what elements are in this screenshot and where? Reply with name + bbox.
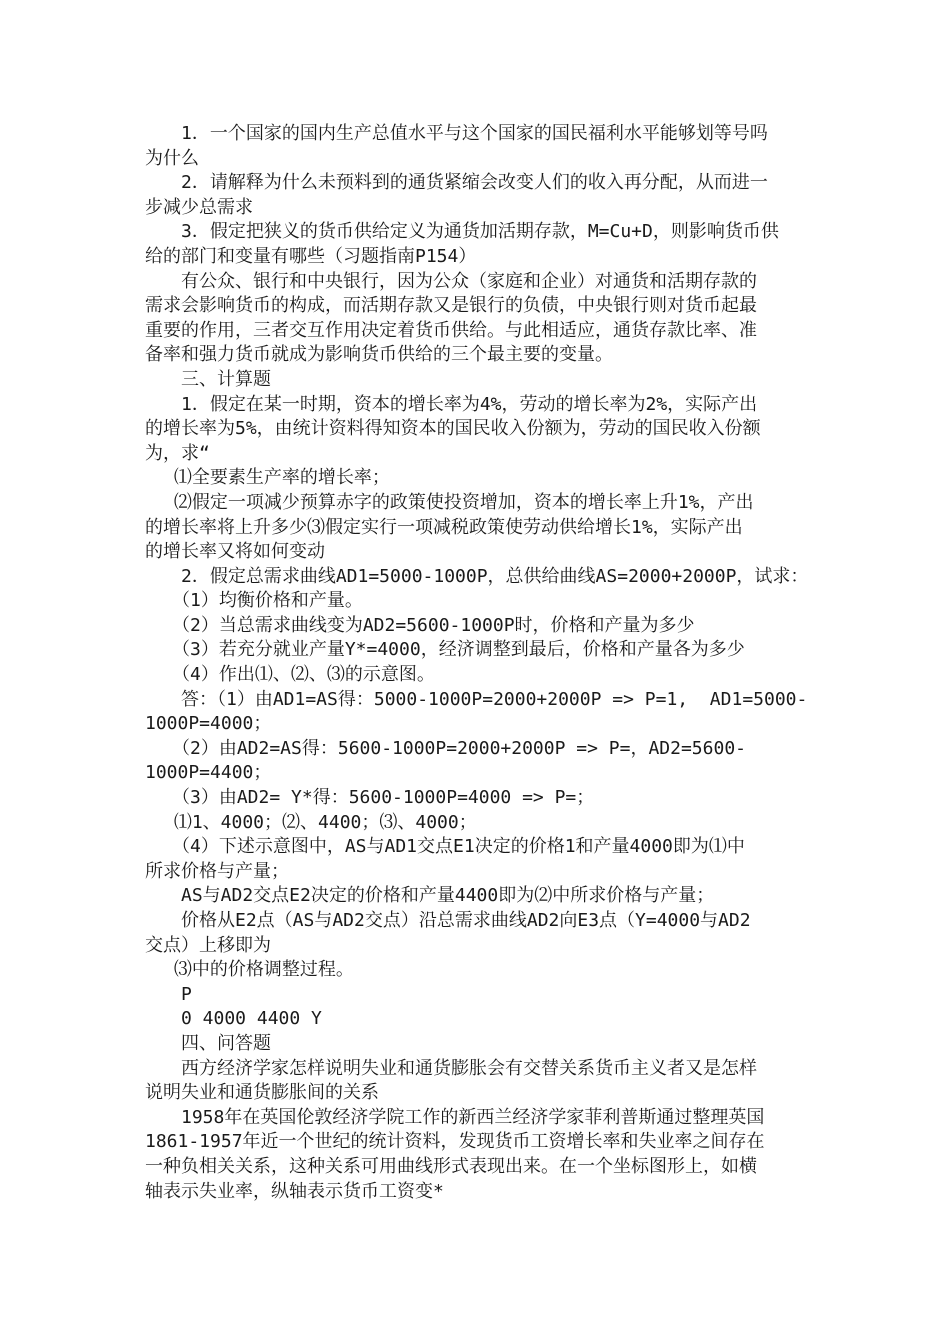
calc-2-answer-2-line-1: （2）由AD2=AS得：5600-1000P=2000+2000P => P=，AD2=5600- (145, 737, 746, 759)
diagram-label-axis: 0 4000 4400 Y (145, 1008, 322, 1030)
calc-1-sub-2-line-1: ⑵假定一项减少预算赤字的政策使投资增加，资本的增长率上升1%，产出 (145, 491, 754, 513)
calc-1-line-3: 为，求“ (145, 442, 210, 464)
answer-3-line-3: 重要的作用，三者交互作用决定着货币供给。与此相适应，通货存款比率、准 (145, 319, 757, 341)
calc-2-answer-1-line-2: 1000P=4000； (145, 713, 272, 735)
diagram-label-p: P (145, 983, 192, 1005)
calc-2-line-1: 2．假定总需求曲线AD1=5000-1000P，总供给曲线AS=2000+2000P，试求： (145, 565, 809, 587)
calc-2-answer-4-line-5: 交点）上移即为 (145, 934, 271, 956)
question-3-line-2: 给的部门和变量有哪些（习题指南P154） (145, 245, 477, 267)
calc-1-sub-1: ⑴全要素生产率的增长率； (145, 467, 390, 489)
calc-2-item-3: （3）若充分就业产量Y*=4000，经济调整到最后，价格和产量各为多少 (145, 639, 745, 661)
essay-answer-line-3: 一种负相关关系，这种关系可用曲线形式表现出来。在一个坐标图形上，如横 (145, 1155, 757, 1177)
essay-answer-line-1: 1958年在英国伦敦经济学院工作的新西兰经济学家菲利普斯通过整理英国 (145, 1106, 765, 1128)
calc-2-answer-1-line-1: 答：（1）由AD1=AS得：5000-1000P=2000+2000P => P=1, AD1=5000- (145, 688, 808, 710)
calc-1-line-1: 1．假定在某一时期，资本的增长率为4%，劳动的增长率为2%，实际产出 (145, 393, 758, 415)
calc-2-answer-summary: ⑴1、4000；⑵、4400；⑶、4000； (145, 811, 477, 833)
essay-answer-line-2: 1861-1957年近一个世纪的统计资料，发现货币工资增长率和失业率之间存在 (145, 1131, 765, 1153)
calc-2-answer-4-line-3: AS与AD2交点E2决定的价格和产量4400即为⑵中所求价格与产量； (145, 885, 715, 907)
question-1-line-2: 为什么 (145, 147, 199, 169)
calc-2-answer-4-line-1: （4）下述示意图中，AS与AD1交点E1决定的价格1和产量4000即为⑴中 (145, 836, 745, 858)
calc-2-answer-4-line-4: 价格从E2点（AS与AD2交点）沿总需求曲线AD2向E3点（Y=4000与AD2 (145, 910, 751, 931)
section-heading-essay: 四、问答题 (145, 1032, 271, 1054)
question-3-line-1: 3．假定把狭义的货币供给定义为通货加活期存款，M=Cu+D，则影响货币供 (145, 221, 779, 243)
document-body (145, 122, 809, 1204)
calc-2-answer-4-line-6: ⑶中的价格调整过程。 (145, 959, 354, 981)
question-2-line-1: 2．请解释为什么未预料到的通货紧缩会改变人们的收入再分配，从而进一 (145, 172, 768, 194)
answer-3-line-4: 备率和强力货币就成为影响货币供给的三个最主要的变量。 (145, 344, 613, 366)
question-1-line-1: 1．一个国家的国内生产总值水平与这个国家的国民福利水平能够划等号吗 (145, 123, 768, 144)
calc-2-answer-2-line-2: 1000P=4400； (145, 762, 272, 784)
essay-answer-line-4: 轴表示失业率，纵轴表示货币工资变* (145, 1180, 444, 1202)
calc-2-answer-4-line-2: 所求价格与产量； (145, 860, 289, 882)
calc-1-line-2: 的增长率为5%，由统计资料得知资本的国民收入份额为，劳动的国民收入份额 (145, 418, 761, 440)
section-heading-calculation: 三、计算题 (145, 368, 271, 390)
calc-1-sub-2-line-2: 的增长率将上升多少⑶假定实行一项减税政策使劳动供给增长1%，实际产出 (145, 516, 743, 538)
essay-question-line-2: 说明失业和通货膨胀间的关系 (145, 1082, 379, 1104)
calc-2-item-4: （4）作出⑴、⑵、⑶的示意图。 (145, 664, 435, 686)
calc-2-item-2: （2）当总需求曲线变为AD2=5600-1000P时，价格和产量为多少 (145, 614, 695, 636)
calc-2-answer-3: （3）由AD2= Y*得：5600-1000P=4000 => P=； (145, 787, 595, 809)
essay-question-line-1: 西方经济学家怎样说明失业和通货膨胀会有交替关系货币主义者又是怎样 (145, 1057, 757, 1079)
answer-3-line-2: 需求会影响货币的构成，而活期存款又是银行的负债，中央银行则对货币起最 (145, 295, 757, 317)
calc-2-item-1: （1）均衡价格和产量。 (145, 590, 363, 612)
question-2-line-2: 步减少总需求 (145, 196, 253, 218)
answer-3-line-1: 有公众、银行和中央银行，因为公众（家庭和企业）对通货和活期存款的 (145, 270, 757, 292)
calc-1-sub-3-line: 的增长率又将如何变动 (145, 541, 325, 563)
